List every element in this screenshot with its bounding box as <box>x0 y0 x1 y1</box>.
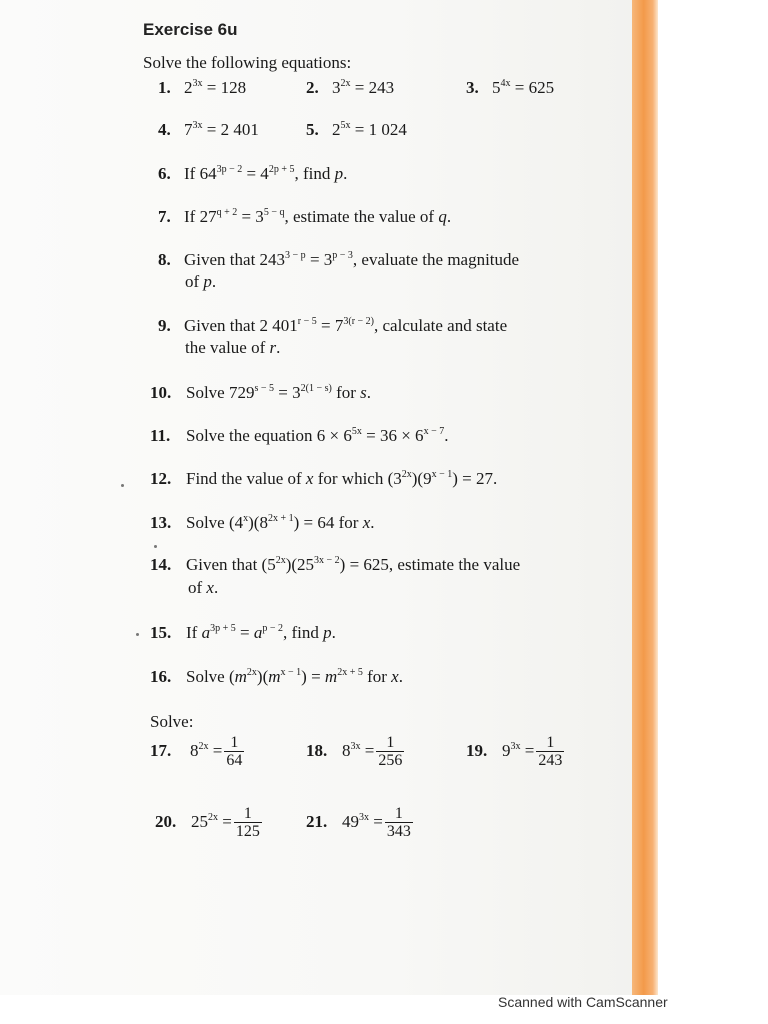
fraction-17: $\frac{1}{64}$ <box>226 734 243 769</box>
question-18: 18. $8^{3x}$ = $\frac{1}{256}$ <box>306 734 403 769</box>
page-edge-strip <box>632 0 658 995</box>
question-9-continuation: the value of r. <box>185 338 281 357</box>
question-13: 13. Solve $(4^x)(8^{2x + 1}) = 64$ for x. <box>150 513 375 532</box>
fraction-18: $\frac{1}{256}$ <box>378 734 403 769</box>
question-8-continuation: of p. <box>185 272 217 291</box>
scan-speck <box>154 545 157 548</box>
question-14: 14. Given that $(5^{2x})(25^{3x - 2}) = 625$, estimate the value <box>150 555 521 574</box>
question-17: 17. $8^{2x}$ = $\frac{1}{64}$ <box>150 734 243 769</box>
question-1: 1. $2^{3x} = 128$ <box>158 78 247 97</box>
question-8: 8. Given that $243^{3 - p} = 3^{p - 3}$, evaluate the magnitude <box>158 250 520 269</box>
question-21: 21. $49^{3x}$ = $\frac{1}{343}$ <box>306 805 411 840</box>
question-14-continuation: of x. <box>188 578 219 597</box>
question-3: 3. $5^{4x} = 625$ <box>466 78 555 97</box>
instruction-text: Solve the following equations: <box>143 53 352 72</box>
question-9: 9. Given that 2 $401^{r - 5} = 7^{3(r - 2)}$, calculate and state <box>158 316 508 335</box>
solve-label: Solve: <box>150 712 194 731</box>
question-4: 4. $7^{3x} = 2$ 401 <box>158 120 259 139</box>
question-15: 15. If $a^{3p + 5} = a^{p - 2}$, find p. <box>150 623 336 642</box>
fraction-20: $\frac{1}{125}$ <box>235 805 260 840</box>
question-7: 7. If $27^{q + 2} = 3^{5 - q}$, estimate the value of q. <box>158 207 452 226</box>
exercise-title: Exercise 6u <box>143 20 238 39</box>
question-10: 10. Solve $729^{s - 5} = 3^{2(1 - s)}$ for s. <box>150 383 372 402</box>
question-6: 6. If $64^{3p - 2} = 4^{2p + 5}$, find p. <box>158 164 348 183</box>
question-11: 11. Solve the equation $6 \times 6^{5x} = 36 \times 6^{x - 7}$. <box>150 426 449 445</box>
question-20: 20. $25^{2x}$ = $\frac{1}{125}$ <box>155 805 260 840</box>
question-5: 5. $2^{5x} = 1$ 024 <box>306 120 407 139</box>
question-12: 12. Find the value of x for which $(3^{2x})(9^{x - 1}) = 27$. <box>150 469 498 488</box>
question-16: 16. Solve $(m^{2x})(m^{x - 1}) = m^{2x + 5}$ for x. <box>150 667 403 686</box>
scan-speck <box>136 633 139 636</box>
camscanner-watermark: Scanned with CamScanner <box>498 994 668 1010</box>
fraction-19: $\frac{1}{243}$ <box>538 734 563 769</box>
fraction-21: $\frac{1}{343}$ <box>386 805 411 840</box>
question-19: 19. $9^{3x}$ = $\frac{1}{243}$ <box>466 734 563 769</box>
scan-speck <box>121 484 124 487</box>
question-2: 2. $3^{2x} = 243$ <box>306 78 395 97</box>
